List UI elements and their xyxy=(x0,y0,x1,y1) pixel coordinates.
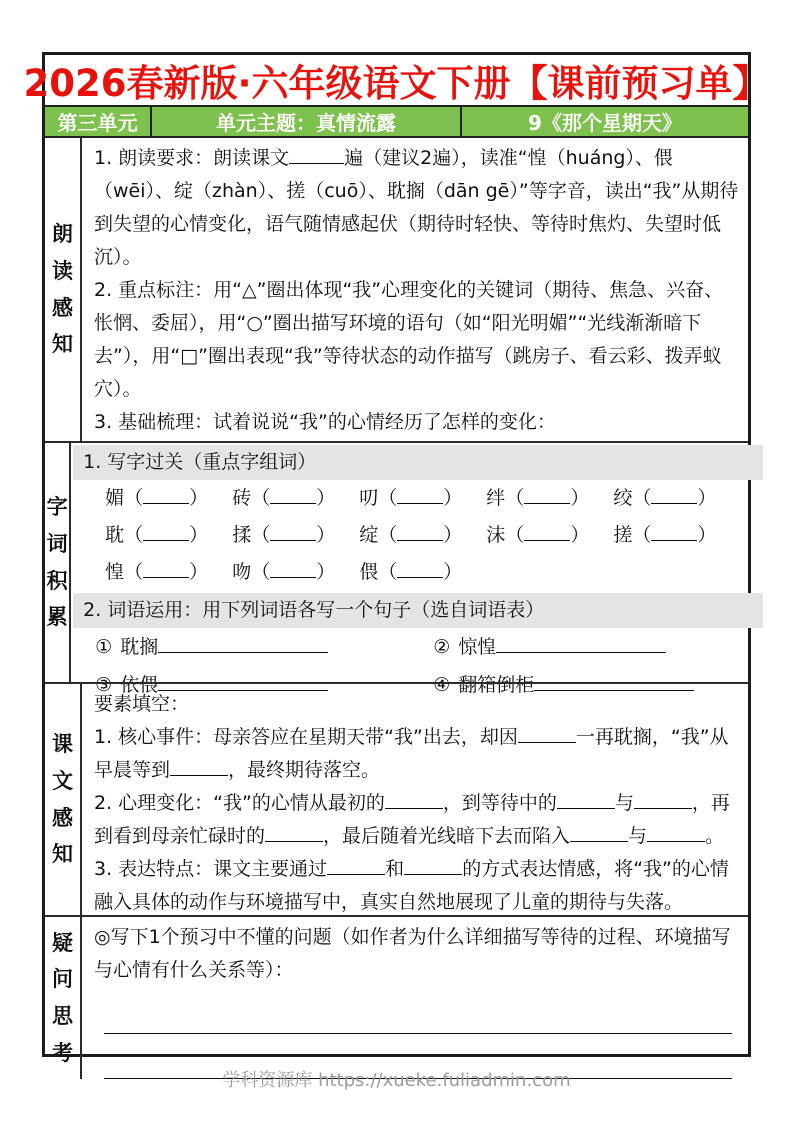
grid-cell xyxy=(359,517,480,554)
paren-close: ） xyxy=(570,524,590,546)
word-item xyxy=(95,628,427,666)
section-read-content xyxy=(82,138,748,441)
fill-blank xyxy=(524,523,570,541)
section-question xyxy=(45,915,748,1079)
section-label-cell xyxy=(45,684,82,915)
fill-blank xyxy=(496,635,666,653)
text-item-1 xyxy=(94,721,740,787)
word-usage-row-1 xyxy=(71,628,765,666)
fill-blank xyxy=(270,486,316,504)
grid-char: 绽 xyxy=(359,524,379,546)
paren-open: （ xyxy=(124,487,144,509)
paren-close: ） xyxy=(697,487,717,509)
word-number: ① xyxy=(95,636,113,658)
text-item-2 xyxy=(94,787,740,853)
paren-close: ） xyxy=(189,561,209,583)
words-subheading-2: 2. 词语运用：用下列词语各写一个句子（选自词语表） xyxy=(73,593,763,628)
grid-char: 吻 xyxy=(232,561,252,583)
unit-header-bar xyxy=(45,105,748,138)
paren-close: ） xyxy=(570,487,590,509)
paren-close: ） xyxy=(443,487,463,509)
paren-open: （ xyxy=(505,524,525,546)
paren-open: （ xyxy=(505,487,525,509)
grid-cell xyxy=(105,554,226,591)
paren-open: （ xyxy=(251,487,271,509)
text-segment: 与 xyxy=(628,825,648,847)
char-grid-row-3 xyxy=(71,554,765,591)
word-label: 依偎 xyxy=(120,674,159,696)
header-theme-cell: 单元主题：真情流露 xyxy=(152,107,462,136)
paren-open: （ xyxy=(632,487,652,509)
word-label: 耽搁 xyxy=(120,636,159,658)
worksheet-body xyxy=(45,138,748,1079)
fill-blank xyxy=(651,523,697,541)
word-label: 惊惶 xyxy=(458,636,497,658)
text-segment: 1. 核心事件：母亲答应在星期天带“我”出去，却因 xyxy=(94,726,518,748)
read-item-1-text-cont: 遍（建议2遍），读准“惶（huáng）、偎（wēi）、绽（zhàn）、搓（cuō）、耽搁（dān gē）”等字音，读出“我”从期待到失望的心情变化，语气随情感起伏（期待时轻快、等待时焦灼、失望时低沉）。 xyxy=(94,147,739,268)
fill-blank xyxy=(270,560,316,578)
fill-blank xyxy=(634,791,692,809)
fill-blank xyxy=(524,486,570,504)
section-text-perception xyxy=(45,682,748,915)
paren-open: （ xyxy=(124,561,144,583)
paren-close: ） xyxy=(443,524,463,546)
paren-open: （ xyxy=(378,561,398,583)
char-grid-row-1 xyxy=(71,480,765,517)
grid-cell xyxy=(486,480,607,517)
section-words xyxy=(45,441,748,696)
question-prompt: ◎写下1个预习中不懂的问题（如作者为什么详细描写等待的过程、环境描写与心情有什么关系等）： xyxy=(94,926,731,981)
paren-close: ） xyxy=(316,561,336,583)
paren-close: ） xyxy=(697,524,717,546)
grid-char: 绊 xyxy=(486,487,506,509)
grid-char: 搓 xyxy=(613,524,633,546)
fill-blank xyxy=(143,560,189,578)
paren-open: （ xyxy=(251,561,271,583)
fill-blank xyxy=(170,758,228,776)
char-grid-row-2 xyxy=(71,517,765,554)
fill-blank xyxy=(518,725,576,743)
text-segment: ，到等待中的 xyxy=(442,792,557,814)
fill-blank xyxy=(570,824,628,842)
text-segment: 。 xyxy=(705,825,725,847)
word-item xyxy=(433,628,765,666)
text-segment: ，最终期待落空。 xyxy=(228,759,381,781)
header-lesson-cell: 9《那个星期天》 xyxy=(528,111,682,135)
fill-blank xyxy=(289,146,344,164)
paren-open: （ xyxy=(251,524,271,546)
grid-cell xyxy=(232,480,353,517)
fill-blank xyxy=(647,824,705,842)
worksheet-sheet xyxy=(23,52,770,1065)
text-segment: 2. 心理变化：“我”的心情从最初的 xyxy=(94,792,385,814)
text-segment: ，最后随着光线暗下去而陷入 xyxy=(323,825,571,847)
fill-blank xyxy=(143,486,189,504)
section-question-label: 疑问思考 xyxy=(51,930,73,1065)
grid-cell xyxy=(486,517,607,554)
word-number: ② xyxy=(433,636,451,658)
answer-line xyxy=(104,1001,732,1034)
paren-open: （ xyxy=(124,524,144,546)
grid-char: 偎 xyxy=(359,561,379,583)
section-text-content xyxy=(82,684,748,915)
grid-char: 媚 xyxy=(105,487,125,509)
section-label-cell xyxy=(45,443,71,682)
grid-cell xyxy=(105,480,226,517)
grid-cell xyxy=(613,480,734,517)
word-label: 翻箱倒柜 xyxy=(458,674,535,696)
grid-char: 叨 xyxy=(359,487,379,509)
paren-open: （ xyxy=(378,487,398,509)
text-segment: 与 xyxy=(614,792,634,814)
paren-close: ） xyxy=(443,561,463,583)
fill-blank xyxy=(397,560,443,578)
fill-blank xyxy=(270,523,316,541)
fill-blank xyxy=(158,635,328,653)
fill-blank xyxy=(327,857,385,875)
grid-char: 绞 xyxy=(613,487,633,509)
fill-blank xyxy=(404,857,462,875)
section-words-content xyxy=(71,443,765,696)
grid-cell xyxy=(359,554,480,591)
paren-close: ） xyxy=(316,524,336,546)
grid-char: 耽 xyxy=(105,524,125,546)
grid-cell xyxy=(613,517,734,554)
paren-close: ） xyxy=(189,524,209,546)
paren-close: ） xyxy=(189,487,209,509)
fill-blank xyxy=(557,791,615,809)
footer-watermark: 学科资源库 https://xueke.fuliadmin.com xyxy=(222,1070,571,1091)
text-segment: 和 xyxy=(385,858,405,880)
grid-char: 砖 xyxy=(232,487,252,509)
read-item-1-text: 1. 朗读要求：朗读课文 xyxy=(94,147,290,169)
word-number: ③ xyxy=(95,674,113,696)
grid-cell xyxy=(232,517,353,554)
text-item-3 xyxy=(94,853,740,919)
text-segment: ，再到看到母亲忙碌时的 xyxy=(94,792,730,847)
read-item-2: 2. 重点标注：用“△”圈出体现“我”心理变化的关键词（期待、焦急、兴奋、怅惘、委屈），用“○”圈出描写环境的语句（如“阳光明媚”“光线渐渐暗下去”），用“□”圈出表现“我”等待状态的动作描写（跳房子、看云彩、拨弄蚁穴）。 xyxy=(94,279,724,400)
grid-char: 惶 xyxy=(105,561,125,583)
fill-blank xyxy=(397,486,443,504)
text-intro: 要素填空： xyxy=(94,693,190,715)
grid-cell xyxy=(105,517,226,554)
section-read-label: 朗读感知 xyxy=(51,222,73,357)
section-text-label: 课文感知 xyxy=(51,732,73,867)
fill-blank xyxy=(651,486,697,504)
page-title: 2026春新版·六年级语文下册【课前预习单】 xyxy=(23,62,770,105)
read-item-1 xyxy=(94,142,740,274)
section-label-cell xyxy=(45,138,82,441)
section-read-perception xyxy=(45,138,748,441)
fill-blank xyxy=(397,523,443,541)
section-question-content xyxy=(82,917,748,1079)
grid-cell xyxy=(359,480,480,517)
fill-blank xyxy=(385,791,443,809)
text-segment: 的方式表达情感，将“我”的心情融入具体的动作与环境描写中，真实自然地展现了儿童的期待与失落。 xyxy=(94,858,729,913)
words-subheading-1: 1. 写字过关（重点字组词） xyxy=(73,445,763,480)
grid-char: 揉 xyxy=(232,524,252,546)
grid-char: 沫 xyxy=(486,524,506,546)
header-unit-cell: 第三单元 xyxy=(45,107,152,136)
section-label-cell xyxy=(45,917,82,1079)
grid-cell xyxy=(232,554,353,591)
fill-blank xyxy=(265,824,323,842)
section-words-label: 字词积累 xyxy=(46,495,68,630)
paren-open: （ xyxy=(378,524,398,546)
text-segment: 一再耽搁，“我”从早晨等到 xyxy=(94,726,729,781)
word-number: ④ xyxy=(433,674,451,696)
text-segment: 3. 表达特点：课文主要通过 xyxy=(94,858,328,880)
paren-close: ） xyxy=(316,487,336,509)
paren-open: （ xyxy=(632,524,652,546)
fill-blank xyxy=(143,523,189,541)
read-item-3-text: 3. 基础梳理：试着说说“我”的心情经历了怎样的变化： xyxy=(94,411,556,433)
